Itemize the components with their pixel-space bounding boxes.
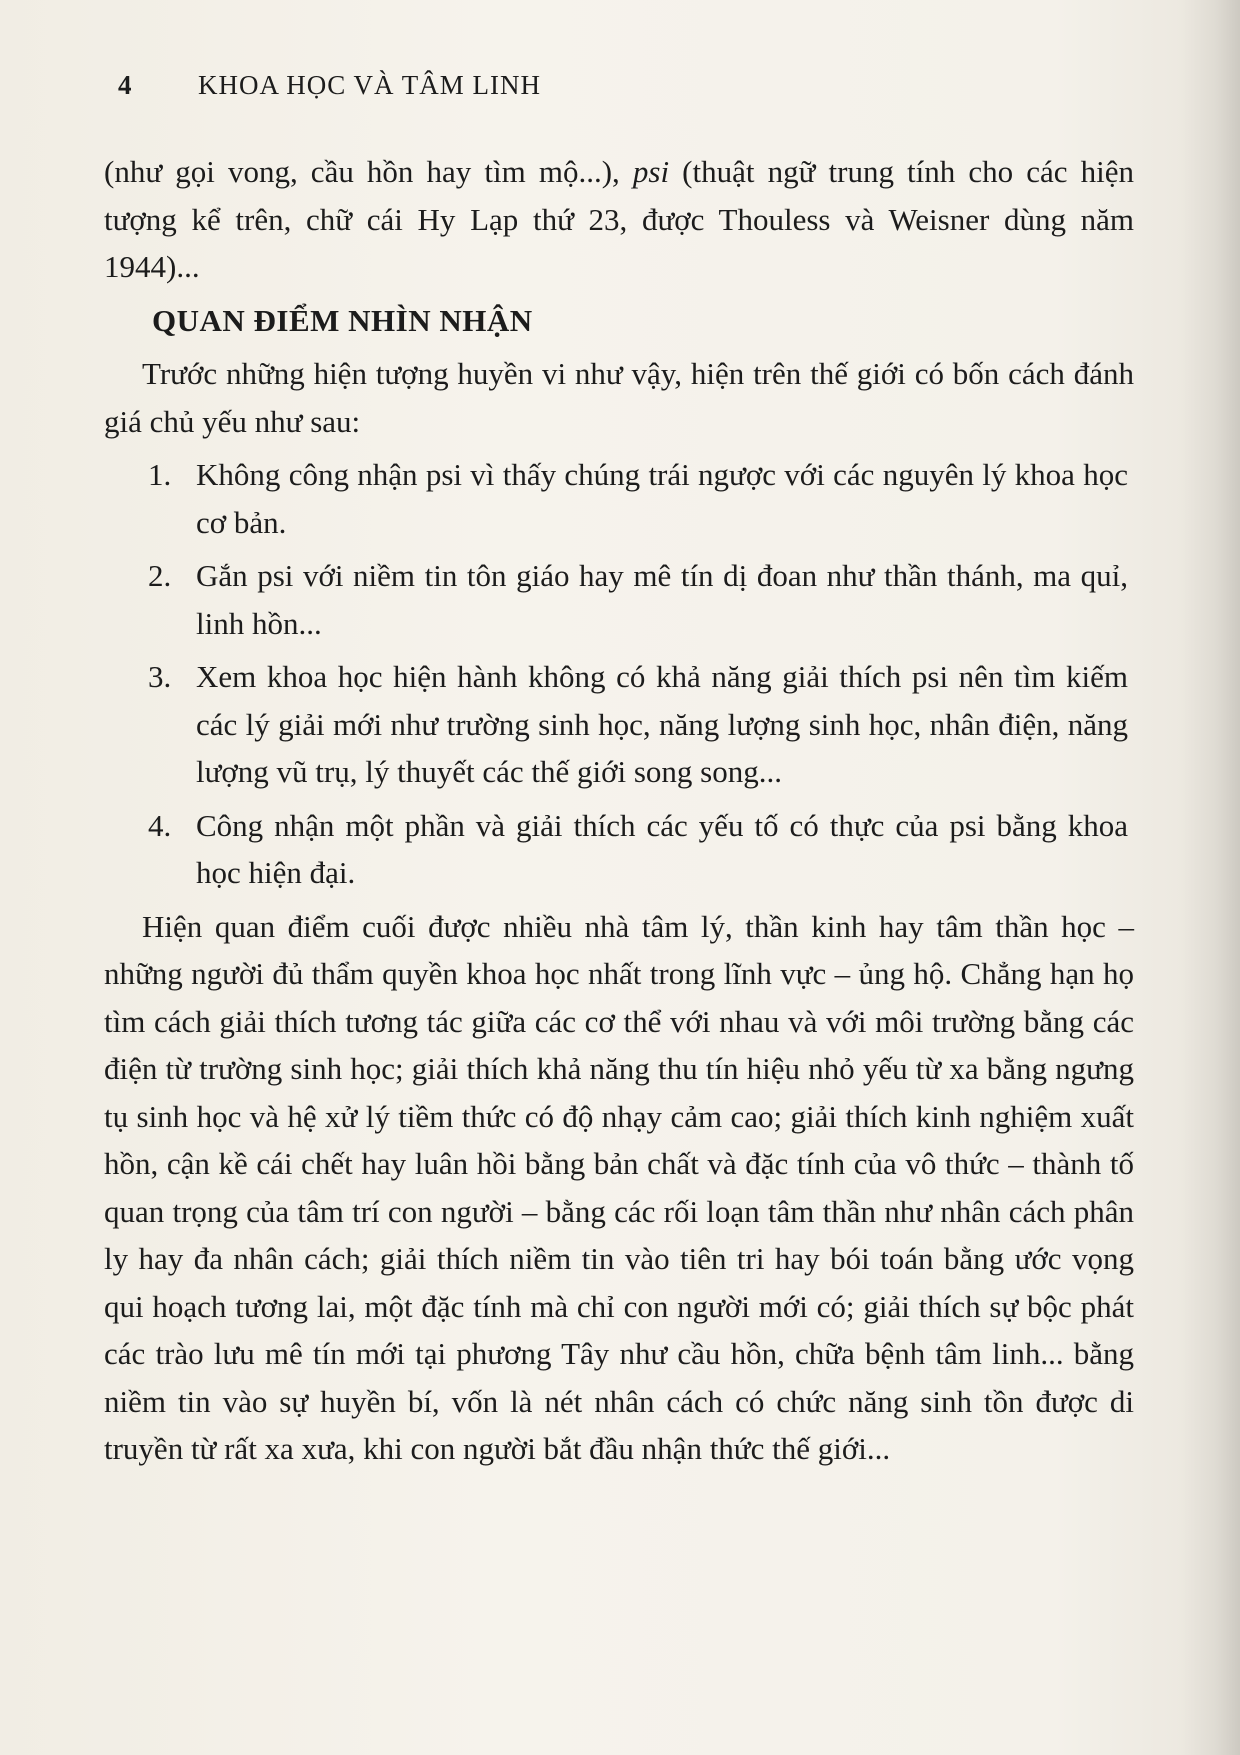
list-item [104, 653, 1134, 796]
list-item [104, 802, 1134, 897]
list-item [104, 451, 1134, 546]
page-number: 4 [118, 70, 133, 100]
lead-paragraph: Trước những hiện tượng huyền vi như vậy, hiện trên thế giới có bốn cách đánh giá chủ yếu như sau: [104, 356, 1134, 439]
list-item-number: 3. [148, 659, 172, 694]
closing-paragraph: Hiện quan điểm cuối được nhiều nhà tâm lý, thần kinh hay tâm thần học – những người đủ thẩm quyền khoa học nhất trong lĩnh vực – ủng hộ. Chẳng hạn họ tìm cách giải thích tương tác giữa các cơ thể với nhau và với môi trường bằng các điện từ trường sinh học; giải thích khả năng thu tín hiệu nhỏ yếu từ xa bằng ngưng tụ sinh học và hệ xử lý tiềm thức có độ nhạy cảm cao; giải thích kinh nghiệm xuất hồn, cận kề cái chết hay luân hồi bằng bản chất và đặc tính của vô thức – thành tố quan trọng của tâm trí con người – bằng các rối loạn tâm thần như nhân cách phân ly hay đa nhân cách; giải thích niềm tin vào tiên tri hay bói toán bằng ước vọng qui hoạch tương lai, một đặc tính mà chỉ con người mới có; giải thích sự bộc phát các trào lưu mê tín mới tại phương Tây như cầu hồn, chữa bệnh tâm linh... bằng niềm tin vào sự huyền bí, vốn là nét nhân cách có chức năng sinh tồn được di truyền từ rất xa xưa, khi con người bắt đầu nhận thức thế giới... [104, 908, 1134, 1466]
page-body [104, 148, 1134, 1473]
running-header [118, 70, 541, 101]
list-item-text: Công nhận một phần và giải thích các yếu tố có thực của psi bằng khoa học hiện đại. [196, 807, 1128, 890]
list-item-number: 4. [148, 807, 172, 843]
page-edge-shadow [1180, 0, 1240, 1755]
intro-text-end: (thuật ngữ trung tính cho các hiện tượng kể trên, chữ cái Hy Lạp thứ 23, được Thouless và Weisner dùng năm 1944)... [104, 154, 1134, 284]
section-heading: QUAN ĐIỂM NHÌN NHẬN [152, 302, 533, 338]
book-title: KHOA HỌC VÀ TÂM LINH [198, 70, 542, 100]
list-item-text: Không công nhận psi vì thấy chúng trái ngược với các nguyên lý khoa học cơ bản. [196, 457, 1128, 540]
intro-italic-term: psi [632, 154, 670, 189]
list-item-number: 1. [148, 457, 172, 492]
list-item [104, 552, 1134, 647]
list-item-number: 2. [148, 558, 172, 593]
intro-text-start: (như gọi vong, cầu hồn hay tìm mộ...), [104, 154, 633, 189]
list-item-text: Gắn psi với niềm tin tôn giáo hay mê tín dị đoan như thần thánh, ma quỉ, linh hồn... [196, 558, 1128, 641]
intro-paragraph [104, 148, 1134, 291]
viewpoints-list [104, 451, 1134, 897]
list-item-text: Xem khoa học hiện hành không có khả năng giải thích psi nên tìm kiếm các lý giải mới như trường sinh học, năng lượng sinh học, nhân điện, năng lượng vũ trụ, lý thuyết các thế giới song song... [196, 659, 1128, 789]
